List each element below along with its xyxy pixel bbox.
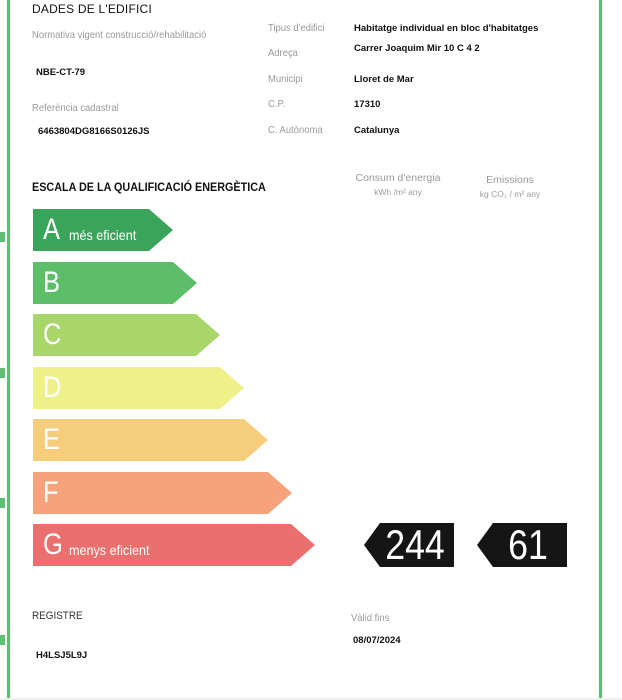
energy-class-a-arrow — [33, 209, 173, 251]
energy-class-letter: F — [43, 476, 59, 509]
energy-class-c-arrow — [33, 314, 220, 356]
energy-consumption-unit: kWh /m² any — [374, 187, 422, 197]
regulation-value: NBE-CT-79 — [36, 67, 86, 78]
energy-class-letter: B — [43, 266, 61, 299]
building-type-label: Tipus d'edifici — [268, 22, 325, 34]
emissions-unit: kg CO₂ / m² any — [479, 189, 541, 199]
energy-consumption-header — [348, 171, 448, 199]
energy-class-d-arrow — [33, 367, 244, 409]
emissions-header — [460, 173, 560, 201]
region-value: Catalunya — [354, 125, 400, 136]
energy-consumption-rating-box — [364, 523, 454, 567]
energy-class-b-arrow — [33, 262, 197, 304]
address-value: Carrer Joaquim Mir 10 C 4 2 — [354, 43, 480, 54]
emissions-label: Emissions — [486, 174, 534, 186]
regulation-label: Normativa vigent construcció/rehabilitació — [32, 29, 207, 41]
energy-consumption-label: Consum d'energia — [355, 172, 441, 184]
municipality-label: Municipi — [268, 73, 303, 85]
cadastral-value: 6463804DG8166S0126JS — [38, 126, 150, 137]
registry-label: REGISTRE — [32, 610, 83, 622]
building-type-value: Habitatge individual en bloc d'habitatges — [354, 23, 539, 34]
energy-class-letter: C — [43, 318, 62, 351]
postal-code-value: 17310 — [354, 99, 381, 110]
energy-class-e-arrow — [33, 419, 268, 461]
valid-until-value: 08/07/2024 — [353, 635, 401, 646]
postal-code-label: C.P. — [268, 98, 286, 110]
energy-class-e-shape — [33, 419, 268, 461]
address-label: Adreça — [268, 47, 298, 59]
energy-scale-title: ESCALA DE LA QUALIFICACIÓ ENERGÈTICA — [32, 180, 266, 194]
municipality-value: Lloret de Mar — [354, 74, 414, 85]
energy-class-description: més eficient — [69, 227, 137, 243]
energy-class-letter: A — [43, 213, 61, 246]
region-label: C. Autònoma — [268, 124, 323, 136]
energy-class-g-arrow — [33, 524, 315, 566]
energy-class-f-shape — [33, 472, 292, 514]
energy-class-d-shape — [33, 367, 244, 409]
energy-class-description: menys eficient — [69, 542, 150, 558]
energy-class-letter: E — [43, 423, 61, 456]
registry-value: H4LSJ5L9J — [36, 650, 88, 661]
left-frame-border — [0, 0, 10, 700]
cadastral-label: Referència cadastral — [32, 102, 119, 114]
building-section-title: DADES DE L'EDIFICI — [32, 2, 152, 16]
emissions-rating-box — [477, 523, 567, 567]
energy-class-f-arrow — [33, 472, 292, 514]
emissions-value: 61 — [508, 521, 548, 568]
energy-class-letter: G — [43, 528, 63, 561]
right-frame-border — [599, 0, 602, 700]
energy-class-letter: D — [43, 371, 62, 404]
energy-consumption-value: 244 — [385, 521, 445, 568]
valid-until-label: Vàlid fins — [351, 612, 390, 624]
